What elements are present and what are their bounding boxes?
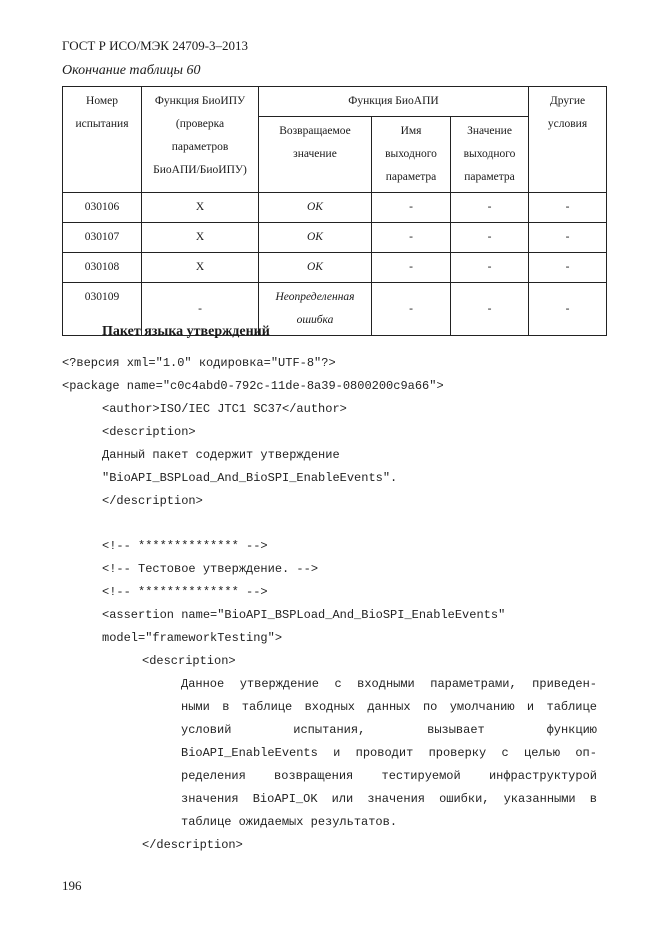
code-line: "BioAPI_BSPLoad_And_BioSPI_EnableEvents". (102, 471, 398, 485)
code-line: model="frameworkTesting"> (102, 631, 283, 645)
description-line: значения BioAPI_OK или значения ошибки, указанными в (181, 792, 597, 806)
cell-other: - (529, 253, 607, 283)
cell-bioipu: X (142, 253, 259, 283)
code-line: <!-- ************** --> (102, 585, 268, 599)
cell-output-value: - (451, 283, 529, 336)
table-row (63, 253, 607, 283)
document-header: ГОСТ Р ИСО/МЭК 24709-3–2013 (62, 38, 249, 53)
cell-bioipu: X (142, 193, 259, 223)
cell-return: OK (259, 193, 372, 223)
cell-return: OK (259, 223, 372, 253)
table-caption: Окончание таблицы 60 (62, 63, 201, 78)
cell-output-value: - (451, 193, 529, 223)
section-title: Пакет языка утверждений (102, 324, 270, 339)
cell-bioipu: - (142, 283, 259, 336)
code-line: <author>ISO/IEC JTC1 SC37</author> (102, 402, 347, 416)
page-number: 196 (62, 878, 82, 893)
cell-other: - (529, 223, 607, 253)
code-line: <assertion name="BioAPI_BSPLoad_And_BioSPI_EnableEvents" (102, 608, 506, 622)
cell-return: OK (259, 253, 372, 283)
description-line: условий испытания, вызывает функцию (181, 723, 597, 737)
code-line: <!-- Тестовое утверждение. --> (102, 562, 319, 576)
table-header-row (63, 87, 607, 117)
code-line: <package name="c0c4abd0-792c-11de-8a39-0800200c9a66"> (62, 379, 444, 393)
cell-number: 030109 (63, 283, 142, 336)
header-other: Другие условия (529, 87, 607, 193)
code-line: </description> (142, 838, 243, 852)
table-row (63, 193, 607, 223)
code-line: <!-- ************** --> (102, 539, 268, 553)
header-number: Номер испытания (63, 87, 142, 193)
description-line: ределения возвращения тестируемой инфраструктурой (181, 769, 597, 783)
cell-output-value: - (451, 253, 529, 283)
description-line: ными в таблице входных данных по умолчанию и таблице (181, 700, 597, 714)
code-line: Данный пакет содержит утверждение (102, 448, 340, 462)
cell-number: 030106 (63, 193, 142, 223)
header-bioipu: Функция БиоИПУ (проверка параметров БиоАПИ/БиоИПУ) (142, 87, 259, 193)
cell-output-name: - (372, 223, 451, 253)
description-line: Данное утверждение с входными параметрами, приведен- (181, 677, 597, 691)
cell-output-name: - (372, 253, 451, 283)
cell-number: 030108 (63, 253, 142, 283)
table-row (63, 223, 607, 253)
cell-number: 030107 (63, 223, 142, 253)
description-line: BioAPI_EnableEvents и проводит проверку с целью оп- (181, 746, 597, 760)
code-line: <?версия xml="1.0" кодировка="UTF-8"?> (62, 356, 336, 370)
header-output-value: Значение выходного параметра (451, 117, 529, 193)
cell-output-value: - (451, 223, 529, 253)
header-bioapi: Функция БиоАПИ (259, 87, 529, 117)
cell-output-name: - (372, 193, 451, 223)
cell-return: Неопределенная ошибка (259, 283, 372, 336)
code-line: <description> (142, 654, 236, 668)
cell-other: - (529, 283, 607, 336)
cell-output-name: - (372, 283, 451, 336)
cell-other: - (529, 193, 607, 223)
code-line: <description> (102, 425, 196, 439)
cell-bioipu: X (142, 223, 259, 253)
code-line: </description> (102, 494, 203, 508)
header-output-name: Имя выходного параметра (372, 117, 451, 193)
description-line: таблице ожидаемых результатов. (181, 815, 398, 829)
header-return-value: Возвращаемое значение (259, 117, 372, 193)
results-table (62, 86, 607, 336)
